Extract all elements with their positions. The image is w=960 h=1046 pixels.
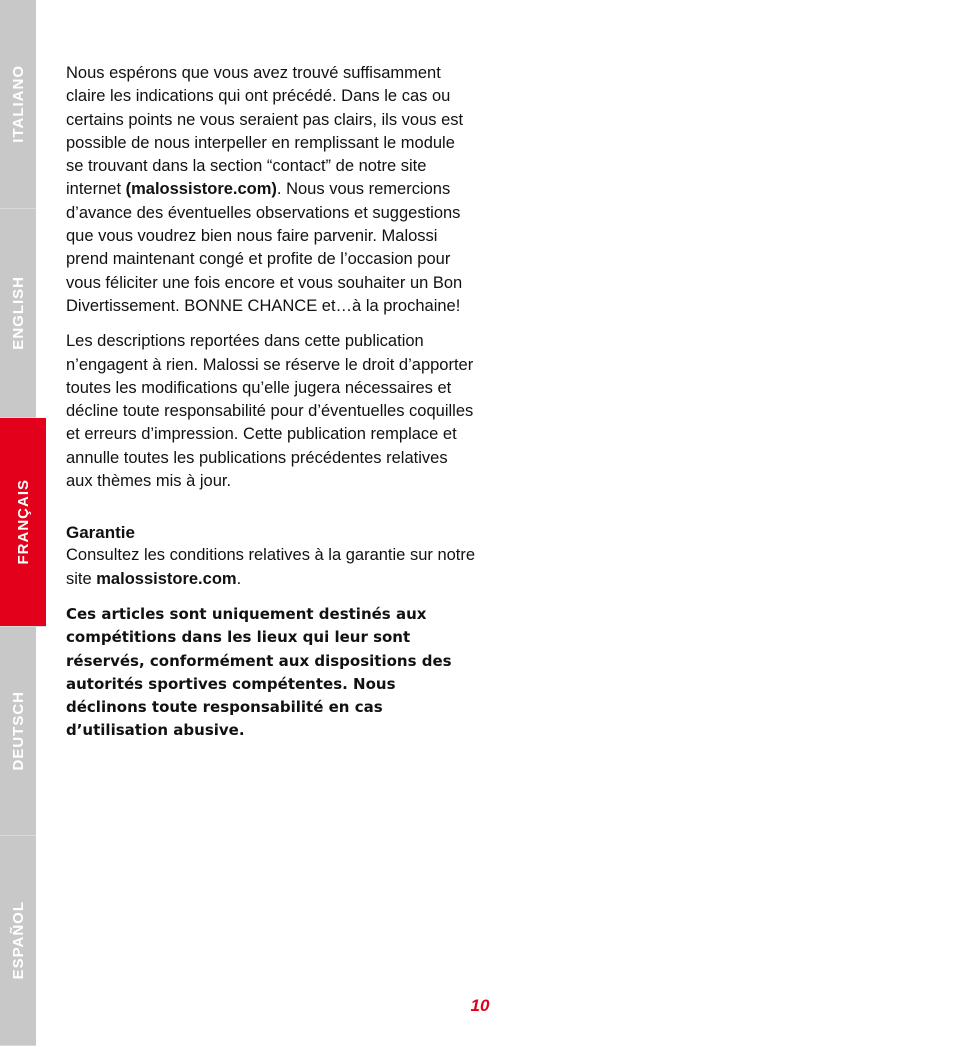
tab-deutsch-label: DEUTSCH xyxy=(9,691,27,771)
tab-italiano[interactable] xyxy=(0,0,36,209)
tab-deutsch[interactable] xyxy=(0,627,36,836)
tab-english[interactable] xyxy=(0,209,36,418)
page-number: 10 xyxy=(470,996,490,1015)
website-link-inline[interactable]: (malossistore.com) xyxy=(125,180,277,199)
warranty-website-link[interactable]: malossistore.com xyxy=(96,569,237,588)
disclaimer-paragraph: Les descriptions reportées dans cette publication n’engagent à rien. Malossi se réserve le droit d’apporter toutes les modifications qu’elle jugera nécessaires et décline toute responsabilité pour d’éventuelles coquilles et erreurs d’impression. Cette publication remplace et annulle toutes les publications précédentes relatives aux thèmes mis à jour. xyxy=(66,332,474,491)
tab-francais-label: FRANÇAIS xyxy=(14,479,32,565)
tab-francais[interactable] xyxy=(0,418,46,627)
intro-text-start: Nous espérons que vous avez trouvé suffisamment claire les indications qui ont précédé. Dans le cas ou certains points ne vous seraient pas clairs, ils vous est possible de nous interpeller en remplissant le module se trouvant dans la section “contact” de notre site internet xyxy=(66,64,464,199)
tab-espanol-label: ESPAÑOL xyxy=(9,901,27,980)
intro-paragraph xyxy=(66,62,476,318)
tab-italiano-label: ITALIANO xyxy=(9,65,27,143)
warranty-text-start: Consultez les conditions relatives à la garantie sur notre site xyxy=(66,546,476,588)
tab-espanol[interactable] xyxy=(0,836,36,1046)
warranty-heading: Garantie xyxy=(66,523,135,543)
warranty-paragraph xyxy=(66,544,476,591)
warranty-text-end: . xyxy=(236,569,242,588)
intro-text-end: . Nous vous remercions d’avance des éventuelles observations et suggestions que vous voudrez bien nous faire parvenir. Malossi prend maintenant congé et profite de l’occasion pour vous féliciter une fois encore et vous souhaiter un Bon Divertissement. BONNE CHANCE et…à la prochaine! xyxy=(66,180,463,315)
language-sidebar xyxy=(0,0,36,1046)
tab-english-label: ENGLISH xyxy=(9,276,27,350)
competition-warning: Ces articles sont uniquement destinés aux compétitions dans les lieux qui leur sont réservés, conformément aux dispositions des autorités sportives compétentes. Nous déclinons toute responsabilité en cas d’utilisation abusive. xyxy=(66,604,452,740)
page-content xyxy=(66,62,476,743)
